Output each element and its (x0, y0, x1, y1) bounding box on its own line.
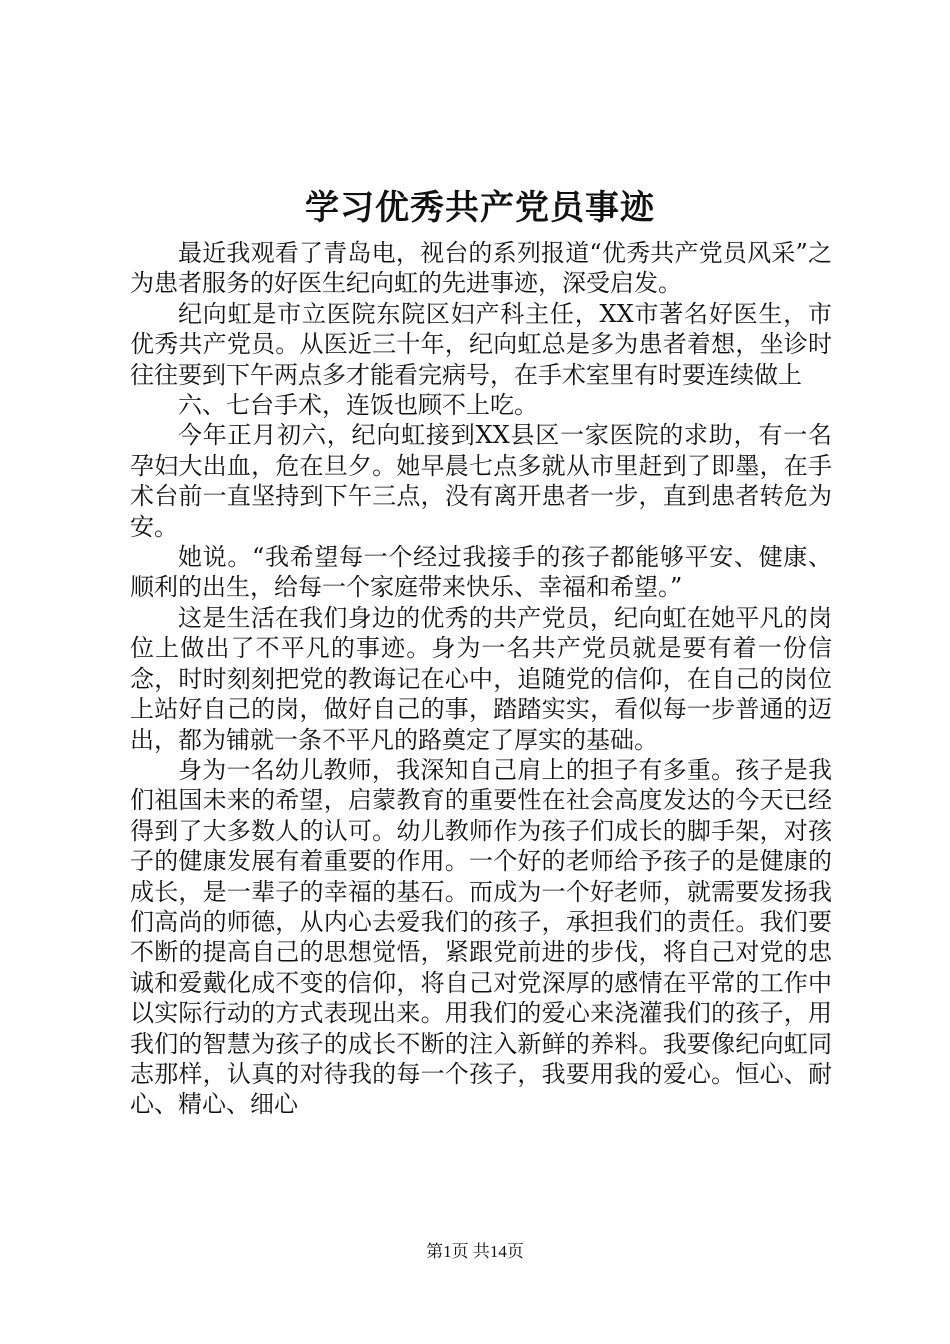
document-body (130, 238, 832, 1120)
paragraph: 今年正月初六，纪向虹接到XX县区一家医院的求助，有一名孕妇大出血，危在旦夕。她早晨七点多就从市里赶到了即墨，在手术台前一直坚持到下午三点，没有离开患者一步，直到患者转危为安。 (130, 421, 832, 541)
document-title: 学习优秀共产党员事迹 (305, 188, 655, 228)
paragraph: 六、七台手术，连饭也顾不上吃。 (178, 391, 538, 420)
paragraph: 身为一名幼儿教师，我深知自己肩上的担子有多重。孩子是我们祖国未来的希望，启蒙教育的重要性在社会高度发达的今天已经得到了大多数人的认可。幼儿教师作为孩子们成长的脚手架，对孩子的健康发展有着重要的作用。一个好的老师给予孩子的是健康的成长，是一辈子的幸福的基石。而成为一个好老师，就需要发扬我们高尚的师德，从内心去爱我们的孩子，承担我们的责任。我们要不断的提高自己的思想觉悟，紧跟党前进的步伐，将自己对党的忠诚和爱戴化成不变的信仰，将自己对党深厚的感情在平常的工作中以实际行动的方式表现出来。用我们的爱心来浇灌我们的孩子，用我们的智慧为孩子的成长不断的注入新鲜的养料。我要像纪向虹同志那样，认真的对待我的每一个孩子，我要用我的爱心。恒心、耐心、精心、细心 (130, 755, 832, 1119)
paragraph: 她说。“我希望每一个经过我接手的孩子都能够平安、健康、顺利的出生，给每一个家庭带来快乐、幸福和希望。” (130, 543, 832, 602)
page-footer: 第1页 共14页 (426, 1242, 524, 1261)
paragraph: 这是生活在我们身边的优秀的共产党员，纪向虹在她平凡的岗位上做出了不平凡的事迹。身为一名共产党员就是要有着一份信念，时时刻刻把党的教诲记在心中，追随党的信仰，在自己的岗位上站好自己的岗，做好自己的事，踏踏实实，看似每一步普通的迈出，都为铺就一条不平凡的路奠定了厚实的基础。 (130, 603, 832, 754)
paragraph: 最近我观看了青岛电，视台的系列报道“优秀共产党员风采”之为患者服务的好医生纪向虹的先进事迹，深受启发。 (130, 239, 832, 298)
paragraph: 纪向虹是市立医院东院区妇产科主任，XX市著名好医生，市优秀共产党员。从医近三十年，纪向虹总是多为患者着想，坐诊时往往要到下午两点多才能看完病号，在手术室里有时要连续做上 (130, 299, 832, 389)
